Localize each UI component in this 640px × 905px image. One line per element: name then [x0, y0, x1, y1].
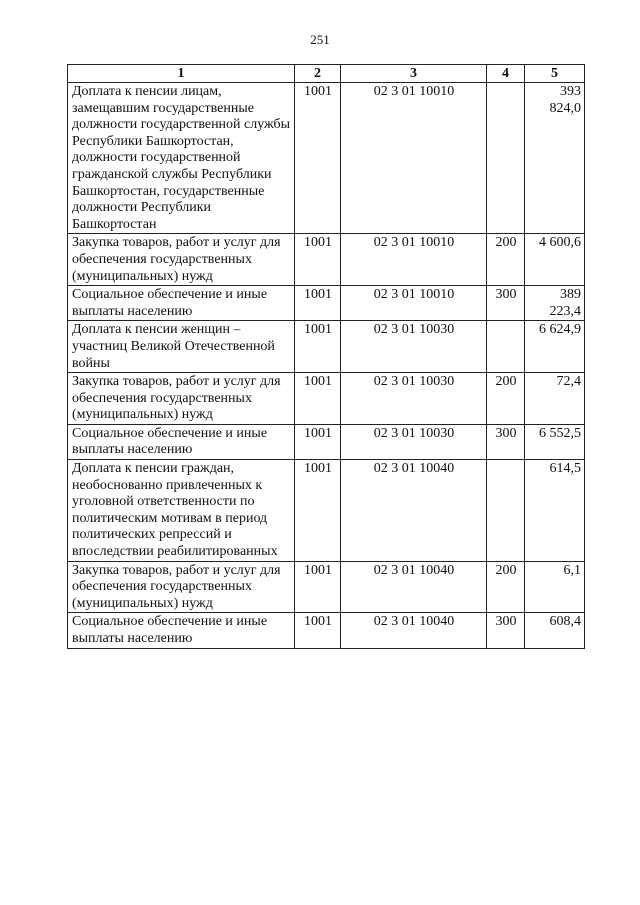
table-row	[68, 234, 585, 286]
table-row	[68, 373, 585, 425]
row-name: Доплата к пенсии граждан, необоснованно привлеченных к уголовной ответственности по политическим мотивам в период политических репрессий и впоследствии реабилитированных	[68, 460, 295, 562]
row-expense-type: 300	[487, 613, 525, 648]
row-article-code: 02 3 01 10030	[341, 321, 487, 373]
row-expense-type: 200	[487, 561, 525, 613]
row-article-code: 02 3 01 10040	[341, 613, 487, 648]
row-amount: 6 552,5	[525, 424, 585, 459]
page-number: 251	[310, 32, 330, 47]
table-row	[68, 424, 585, 459]
header-cell-type: 4	[487, 65, 525, 83]
row-section-code: 1001	[295, 613, 341, 648]
budget-table	[67, 64, 585, 649]
row-name: Закупка товаров, работ и услуг для обеспечения государственных (муниципальных) нужд	[68, 234, 295, 286]
header-cell-amount: 5	[525, 65, 585, 83]
row-name: Закупка товаров, работ и услуг для обеспечения государственных (муниципальных) нужд	[68, 373, 295, 425]
row-article-code: 02 3 01 10040	[341, 460, 487, 562]
row-expense-type: 300	[487, 286, 525, 321]
row-section-code: 1001	[295, 286, 341, 321]
row-section-code: 1001	[295, 373, 341, 425]
row-amount: 389 223,4	[525, 286, 585, 321]
row-name: Социальное обеспечение и иные выплаты населению	[68, 613, 295, 648]
row-article-code: 02 3 01 10010	[341, 286, 487, 321]
table-row	[68, 83, 585, 234]
header-cell-section: 2	[295, 65, 341, 83]
row-name: Доплата к пенсии лицам, замещавшим государственные должности государственной службы Республики Башкортостан, должности государственной гражданской службы Республики Башкортостан, государственные должности Республики Башкортостан	[68, 83, 295, 234]
row-expense-type: 200	[487, 234, 525, 286]
row-amount: 608,4	[525, 613, 585, 648]
row-section-code: 1001	[295, 234, 341, 286]
row-expense-type	[487, 321, 525, 373]
row-name: Социальное обеспечение и иные выплаты населению	[68, 424, 295, 459]
row-amount: 72,4	[525, 373, 585, 425]
row-section-code: 1001	[295, 561, 341, 613]
header-row	[68, 65, 585, 83]
header-cell-name: 1	[68, 65, 295, 83]
row-amount: 4 600,6	[525, 234, 585, 286]
table-row	[68, 613, 585, 648]
header-cell-article: 3	[341, 65, 487, 83]
table-row	[68, 561, 585, 613]
row-article-code: 02 3 01 10010	[341, 234, 487, 286]
row-expense-type	[487, 83, 525, 234]
table-row	[68, 321, 585, 373]
row-name: Закупка товаров, работ и услуг для обеспечения государственных (муниципальных) нужд	[68, 561, 295, 613]
row-expense-type	[487, 460, 525, 562]
row-article-code: 02 3 01 10040	[341, 561, 487, 613]
row-article-code: 02 3 01 10030	[341, 424, 487, 459]
row-section-code: 1001	[295, 83, 341, 234]
row-section-code: 1001	[295, 460, 341, 562]
row-amount: 6 624,9	[525, 321, 585, 373]
row-expense-type: 200	[487, 373, 525, 425]
row-section-code: 1001	[295, 321, 341, 373]
row-name: Социальное обеспечение и иные выплаты населению	[68, 286, 295, 321]
row-amount: 393 824,0	[525, 83, 585, 234]
table-row	[68, 460, 585, 562]
row-amount: 614,5	[525, 460, 585, 562]
table-row	[68, 286, 585, 321]
row-article-code: 02 3 01 10010	[341, 83, 487, 234]
row-section-code: 1001	[295, 424, 341, 459]
row-expense-type: 300	[487, 424, 525, 459]
row-name: Доплата к пенсии женщин – участниц Великой Отечественной войны	[68, 321, 295, 373]
row-article-code: 02 3 01 10030	[341, 373, 487, 425]
row-amount: 6,1	[525, 561, 585, 613]
